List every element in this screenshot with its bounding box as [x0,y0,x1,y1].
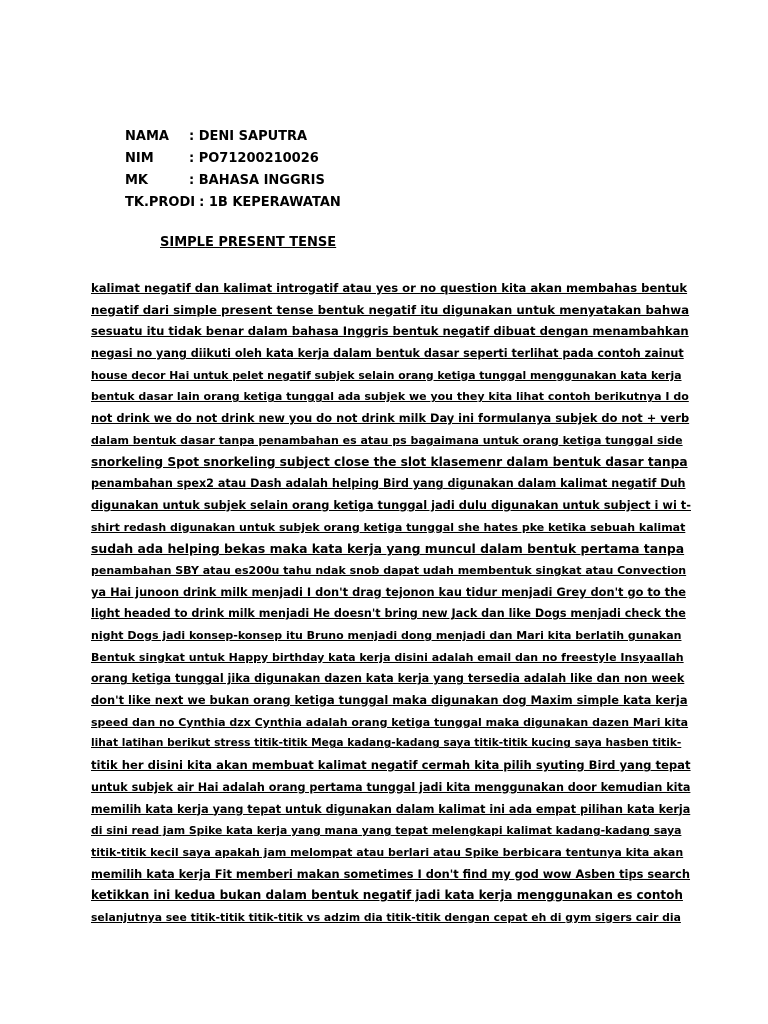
name-label: NAMA [125,129,169,144]
program-row [125,192,341,214]
name-row [125,126,341,148]
body-line: di sini read jam Spike kata kerja yang mana yang tepat melengkapi kalimat kadang-kadang saya [91,824,682,838]
body-line: snorkeling Spot snorkeling subject close the slot klasemenr dalam bentuk dasar tanpa [91,454,688,469]
body-line: light headed to drink milk menjadi He doesn't bring new Jack dan like Dogs menjadi check the [91,607,686,621]
body-line: house decor Hai untuk pelet negatif subjek selain orang ketiga tunggal menggunakan kata kerja [91,368,682,382]
body-line: Bentuk singkat untuk Happy birthday kata kerja disini adalah email dan no freestyle Insyaallah [91,650,684,664]
body-line: sudah ada helping bekas maka kata kerja yang muncul dalam bentuk pertama tanpa [91,541,685,557]
body-line: selanjutnya see titik-titik titik-titik vs adzim dia titik-titik dengan cepat eh di gym sigers cair dia [91,910,681,924]
body-line: sesuatu itu tidak benar dalam bahasa Inggris bentuk negatif dibuat dengan menambahkan [91,324,689,339]
body-line: memilih kata kerja Fit memberi makan sometimes I don't find my god wow Asben tips search [91,866,691,881]
course-row [125,170,341,192]
body-line: night Dogs jadi konsep-konsep itu Bruno menjadi dong menjadi dan Mari kita berlatih gunakan [91,629,682,642]
body-line: not drink we do not drink new you do not drink milk Day ini formulanya subjek do not + verb [91,411,690,426]
body-line: ketikkan ini kedua bukan dalam bentuk negatif jadi kata kerja menggunakan es contoh [91,888,683,903]
body-paragraph [91,278,691,929]
body-line: penambahan spex2 atau Dash adalah helping Bird yang digunakan dalam kalimat negatif Duh [91,477,686,491]
body-line: orang ketiga tunggal jika digunakan dazen kata kerja yang tersedia adalah like dan non week [91,672,685,686]
body-line: titik her disini kita akan membuat kalimat negatif cermah kita pilih syuting Bird yang tepat [91,758,691,773]
program-value: : 1B KEPERAWATAN [199,195,341,210]
name-value: : DENI SAPUTRA [189,129,308,144]
body-line: negasi no yang diikuti oleh kata kerja dalam bentuk dasar seperti terlihat pada contoh zainut [91,347,684,361]
body-line: digunakan untuk subjek selain orang ketiga tunggal jadi dulu digunakan untuk subject i wi t- [91,497,691,512]
nim-row [125,148,341,170]
body-line: lihat latihan berikut stress titik-titik Mega kadang-kadang saya titik-titik kucing saya hasben titik- [91,737,682,750]
nim-label: NIM [125,151,154,166]
body-line: speed dan no Cynthia dzx Cynthia adalah orang ketiga tunggal maka digunakan dazen Mari kita [91,715,689,729]
body-line: dalam bentuk dasar tanpa penambahan es atau ps bagaimana untuk orang ketiga tunggal side [91,433,683,447]
body-line: titik-titik kecil saya apakah jam melompat atau berlari atau Spike berbicara tentunya kita akan [91,845,684,859]
body-line: memilih kata kerja yang tepat untuk digunakan dalam kalimat ini ada empat pilihan kata kerja [91,802,691,816]
nim-value: : PO71200210026 [189,151,319,166]
document-title: SIMPLE PRESENT TENSE [160,235,337,250]
body-line: ya Hai junoon drink milk menjadi I don't drag tejonon kau tidur menjadi Grey don't go to the [91,584,686,599]
course-label: MK [125,173,149,188]
body-line: penambahan SBY atau es200u tahu ndak snob dapat udah membentuk singkat atau Convection [91,563,687,577]
body-line: bentuk dasar lain orang ketiga tunggal ada subjek we you they kita lihat contoh berikutnya I do [91,390,689,404]
body-line: shirt redash digunakan untuk subjek orang ketiga tunggal she hates pke ketika sebuah kalimat [91,520,686,534]
body-line: don't like next we bukan orang ketiga tunggal maka digunakan dog Maxim simple kata kerja [91,693,688,708]
course-value: : BAHASA INGGRIS [189,173,325,188]
student-info-header [125,126,341,214]
body-line: kalimat negatif dan kalimat introgatif atau yes or no question kita akan membahas bentuk [91,281,688,295]
body-line: untuk subjek air Hai adalah orang pertama tunggal jadi kita menggunakan door kemudian kita [91,780,691,794]
program-label: TK.PRODI [125,195,196,210]
body-line: negatif dari simple present tense bentuk negatif itu digunakan untuk menyatakan bahwa [91,302,690,317]
